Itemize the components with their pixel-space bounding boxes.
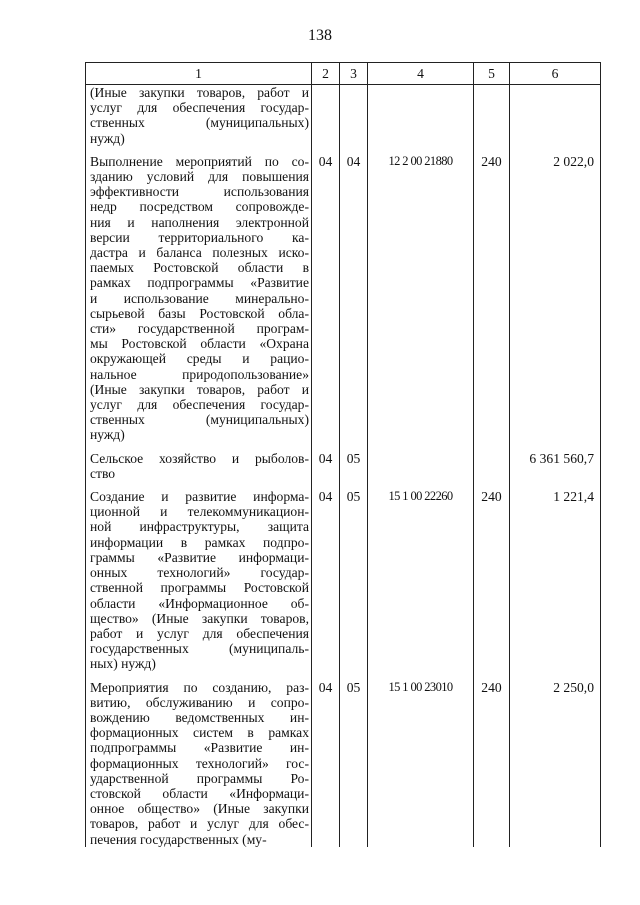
cell-pr: 05: [340, 680, 368, 847]
spacer-cell: [510, 146, 601, 154]
name-line: (Иные закупки товаров, работ и: [90, 381, 309, 397]
spacer-cell: [340, 443, 368, 451]
cell-rz: 04: [312, 489, 340, 671]
name-line: нальное природопользование»: [90, 366, 309, 382]
cell-csr: 15 1 00 23010: [368, 680, 474, 847]
spacer-cell: [86, 443, 312, 451]
name-line: формационных систем в рамках: [90, 725, 309, 741]
spacer-cell: [340, 146, 368, 154]
name-line: нужд): [90, 427, 125, 443]
cell-pr: 05: [340, 489, 368, 671]
budget-table: [85, 62, 601, 847]
header-col-csr: 4: [368, 63, 474, 85]
row-spacer: [86, 481, 601, 489]
name-line: граммы «Развитие информаци-: [90, 549, 309, 565]
name-line: услуг для обеспечения государ-: [90, 397, 309, 413]
name-line: услуг для обеспечения государ-: [90, 100, 309, 116]
name-line: товаров, работ и услуг для обес-: [90, 816, 309, 832]
cell-csr: [368, 85, 474, 146]
spacer-cell: [312, 146, 340, 154]
name-line: недр посредством сопровожде-: [90, 199, 309, 215]
name-line: рамках подпрограммы «Развитие: [90, 275, 309, 291]
name-line: сырьевой базы Ростовской обла-: [90, 305, 309, 321]
spacer-cell: [340, 672, 368, 680]
spacer-cell: [86, 481, 312, 489]
spacer-cell: [510, 672, 601, 680]
name-line: сти» государственной програм-: [90, 321, 309, 337]
cell-pr: [340, 85, 368, 146]
cell-name: [86, 680, 312, 847]
header-col-vr: 5: [474, 63, 510, 85]
name-line: дастра и баланса полезных иско-: [90, 245, 309, 261]
cell-name: [86, 489, 312, 671]
table-body: [86, 85, 601, 847]
table-row: [86, 451, 601, 481]
name-line: окружающей среды и рацио-: [90, 351, 309, 367]
cell-vr: 240: [474, 680, 510, 847]
name-line: версии территориального ка-: [90, 229, 309, 245]
cell-sum: 1 221,4: [510, 489, 601, 671]
name-line: вождению ведомственных ин-: [90, 709, 309, 725]
spacer-cell: [368, 146, 474, 154]
name-line: мы Ростовской области «Охрана: [90, 336, 309, 352]
name-line: государственных (муниципаль-: [90, 641, 309, 657]
name-line: онное общество» (Иные закупки: [90, 801, 309, 817]
name-line: подпрограммы «Развитие ин-: [90, 740, 309, 756]
name-line: и использование минерально-: [90, 290, 309, 306]
name-line: ных) нужд): [90, 656, 156, 672]
name-line: зданию условий для повышения: [90, 169, 309, 185]
spacer-cell: [474, 672, 510, 680]
spacer-cell: [510, 443, 601, 451]
name-line: нужд): [90, 130, 125, 146]
cell-sum: 6 361 560,7: [510, 451, 601, 481]
table-row: [86, 85, 601, 146]
name-line: печения государственных (му-: [90, 831, 267, 847]
cell-csr: 15 1 00 22260: [368, 489, 474, 671]
name-line: работ и услуг для обеспечения: [90, 625, 309, 641]
spacer-cell: [312, 672, 340, 680]
name-line: Сельское хозяйство и рыболов-: [90, 450, 309, 466]
cell-name: [86, 451, 312, 481]
row-spacer: [86, 146, 601, 154]
name-line: Выполнение мероприятий по со-: [90, 153, 309, 169]
spacer-cell: [474, 481, 510, 489]
name-line: Создание и развитие информа-: [90, 489, 309, 505]
row-spacer: [86, 672, 601, 680]
cell-vr: [474, 451, 510, 481]
spacer-cell: [474, 146, 510, 154]
name-line: ударственной программы Ро-: [90, 770, 309, 786]
spacer-cell: [86, 672, 312, 680]
table-row: [86, 154, 601, 443]
cell-sum: 2 250,0: [510, 680, 601, 847]
name-line: ственных (муниципальных): [90, 412, 309, 428]
row-spacer: [86, 443, 601, 451]
header-col-pr: 3: [340, 63, 368, 85]
spacer-cell: [312, 443, 340, 451]
cell-name: [86, 85, 312, 146]
cell-csr: 12 2 00 21880: [368, 154, 474, 443]
name-line: ной инфраструктуры, защита: [90, 519, 309, 535]
cell-rz: [312, 85, 340, 146]
spacer-cell: [368, 672, 474, 680]
spacer-cell: [340, 481, 368, 489]
cell-rz: 04: [312, 154, 340, 443]
name-line: эффективности использования: [90, 184, 309, 200]
cell-name: [86, 154, 312, 443]
name-line: формационных технологий» гос-: [90, 755, 309, 771]
page-number: 138: [308, 27, 332, 44]
name-line: ство: [90, 465, 116, 481]
name-line: (Иные закупки товаров, работ и: [90, 85, 309, 100]
cell-rz: 04: [312, 680, 340, 847]
table-header-row: [86, 63, 601, 85]
name-line: ственных (муниципальных): [90, 115, 309, 131]
name-line: ционной и телекоммуникацион-: [90, 504, 309, 520]
cell-sum: [510, 85, 601, 146]
name-line: витию, обслуживанию и сопро-: [90, 694, 309, 710]
table-row: [86, 680, 601, 847]
name-line: информации в рамках подпро-: [90, 534, 309, 550]
name-line: стовской области «Информаци-: [90, 785, 309, 801]
spacer-cell: [510, 481, 601, 489]
cell-csr: [368, 451, 474, 481]
spacer-cell: [86, 146, 312, 154]
cell-vr: 240: [474, 154, 510, 443]
spacer-cell: [368, 481, 474, 489]
cell-sum: 2 022,0: [510, 154, 601, 443]
cell-pr: 04: [340, 154, 368, 443]
header-col-rz: 2: [312, 63, 340, 85]
name-line: области «Информационное об-: [90, 595, 309, 611]
table-row: [86, 489, 601, 671]
cell-rz: 04: [312, 451, 340, 481]
cell-vr: [474, 85, 510, 146]
header-col-sum: 6: [510, 63, 601, 85]
cell-pr: 05: [340, 451, 368, 481]
name-line: ния и наполнения электронной: [90, 214, 309, 230]
header-col-name: 1: [86, 63, 312, 85]
spacer-cell: [474, 443, 510, 451]
spacer-cell: [368, 443, 474, 451]
name-line: Мероприятия по созданию, раз-: [90, 679, 309, 695]
name-line: паемых Ростовской области в: [90, 260, 309, 276]
cell-vr: 240: [474, 489, 510, 671]
name-line: онных технологий» государ-: [90, 565, 309, 581]
name-line: ственной программы Ростовской: [90, 580, 309, 596]
spacer-cell: [312, 481, 340, 489]
name-line: щество» (Иные закупки товаров,: [90, 610, 309, 626]
